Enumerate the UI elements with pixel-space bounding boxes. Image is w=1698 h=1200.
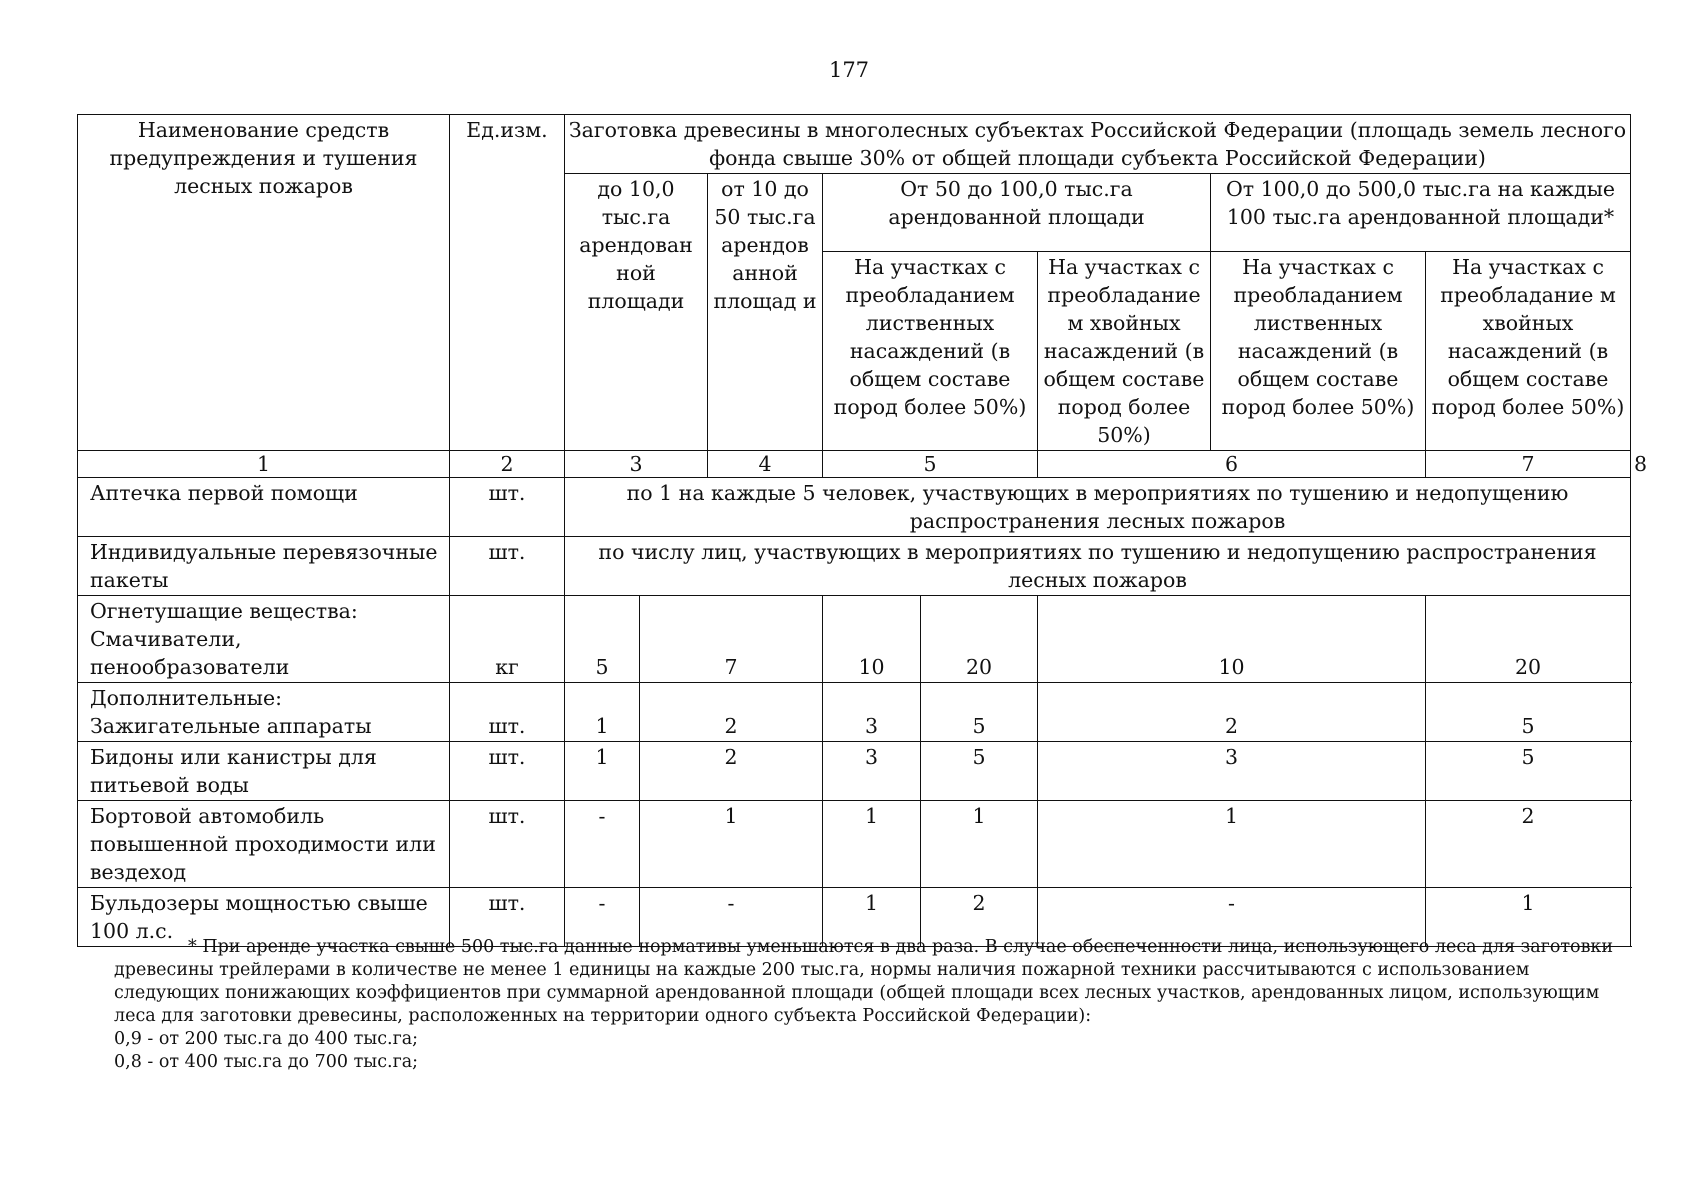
row-name-line: Смачиватели, пенообразователи [90, 627, 290, 679]
footnote-line: 0,8 - от 400 тыс.га до 700 тыс.га; [114, 1052, 419, 1072]
row-value: 20 [1426, 596, 1631, 683]
row-name-line: Огнетушащие вещества: [90, 599, 358, 623]
row-value: - [565, 888, 640, 947]
column-number: 1 [78, 451, 450, 478]
column-numbers-row: 1 2 3 4 5 6 7 8 [78, 451, 1631, 478]
row-value: 2 [1426, 801, 1631, 888]
row-name-line: Дополнительные: [90, 686, 283, 710]
footnote [114, 936, 1614, 1074]
row-value: - [565, 801, 640, 888]
row-value: 1 [640, 801, 823, 888]
row-span-text: по числу лиц, участвующих в мероприятиях по тушению и недопущению распространения лесных пожаров [565, 537, 1631, 596]
row-name: Индивидуальные перевязочные пакеты [78, 537, 450, 596]
header-leaf-5: На участках с преобладанием лиственных насаждений (в общем составе пород более 50%) [823, 252, 1038, 451]
row-unit: кг [450, 596, 565, 683]
row-value: 5 [1426, 683, 1631, 742]
row-unit: шт. [450, 478, 565, 537]
header-range-10-50: от 10 до 50 тыс.га арендов анной площад и [708, 174, 823, 451]
row-value: - [640, 888, 823, 947]
row-value: 1 [565, 683, 640, 742]
row-value: 3 [823, 683, 921, 742]
row-value: 20 [921, 596, 1038, 683]
row-value: 2 [640, 742, 823, 801]
footnote-paragraph: * При аренде участка свыше 500 тыс.га данные нормативы уменьшаются в два раза. В случае обеспеченности лица, использующего леса для заготовки древесины трейлерами в количестве не менее 1 единицы на каждые 200 тыс.га, нормы наличия пожарной техники рассчитываются с использованием следующих понижающих коэффициентов при суммарной арендованной площади (общей площади всех лесных участков, арендованных лицом, использующим леса для заготовки древесины, расположенных на территории одного субъекта Российской Федерации): [114, 937, 1614, 1026]
header-range-50-100: От 50 до 100,0 тыс.га арендованной площади [823, 174, 1211, 252]
row-value: 2 [1038, 683, 1426, 742]
row-name: Бортовой автомобиль повышенной проходимости или вездеход [78, 801, 450, 888]
row-value: 1 [921, 801, 1038, 888]
row-value: 1 [1426, 888, 1631, 947]
row-unit: шт. [450, 888, 565, 947]
column-number: 7 [1426, 451, 1631, 478]
row-value: - [1038, 888, 1426, 947]
table-row [78, 478, 1631, 537]
row-value: 10 [823, 596, 921, 683]
column-number: 4 [708, 451, 823, 478]
table-row [78, 801, 1631, 888]
row-value: 5 [565, 596, 640, 683]
norms-table [77, 114, 1648, 947]
row-value: 1 [823, 801, 921, 888]
row-value: 7 [640, 596, 823, 683]
header-row-group [78, 115, 1631, 174]
row-unit: шт. [450, 683, 565, 742]
row-value: 3 [1038, 742, 1426, 801]
page-number: 177 [828, 58, 870, 82]
row-value: 2 [640, 683, 823, 742]
row-name: Бидоны или канистры для питьевой воды [78, 742, 450, 801]
header-leaf-6: На участках с преобладанием хвойных насаждений (в общем составе пород более 50%) [1038, 252, 1211, 451]
table-row [78, 537, 1631, 596]
row-value: 3 [823, 742, 921, 801]
row-value: 1 [823, 888, 921, 947]
header-group-title: Заготовка древесины в многолесных субъектах Российской Федерации (площадь земель лесного фонда свыше 30% от общей площади субъекта Российской Федерации) [565, 115, 1631, 174]
row-value: 5 [921, 742, 1038, 801]
header-unit: Ед.изм. [450, 115, 565, 451]
row-unit: шт. [450, 801, 565, 888]
header-range-100-500: От 100,0 до 500,0 тыс.га на каждые 100 тыс.га арендованной площади* [1211, 174, 1631, 252]
column-number: 3 [565, 451, 708, 478]
footnote-line: 0,9 - от 200 тыс.га до 400 тыс.га; [114, 1029, 419, 1049]
table-row [78, 683, 1631, 742]
header-name: Наименование средств предупреждения и тушения лесных пожаров [78, 115, 450, 451]
row-value: 5 [1426, 742, 1631, 801]
header-range-10: до 10,0 тыс.га арендован ной площади [565, 174, 708, 451]
row-name-line: Зажигательные аппараты [90, 714, 372, 738]
row-value: 2 [921, 888, 1038, 947]
row-value: 1 [1038, 801, 1426, 888]
row-span-text: по 1 на каждые 5 человек, участвующих в мероприятиях по тушению и недопущению распространения лесных пожаров [565, 478, 1631, 537]
row-name [78, 683, 450, 742]
row-name: Аптечка первой помощи [78, 478, 450, 537]
table-row [78, 596, 1631, 683]
row-name [78, 596, 450, 683]
row-unit: шт. [450, 537, 565, 596]
row-unit: шт. [450, 742, 565, 801]
column-number: 2 [450, 451, 565, 478]
table-row [78, 742, 1631, 801]
column-number: 6 [1038, 451, 1426, 478]
row-value: 5 [921, 683, 1038, 742]
row-value: 1 [565, 742, 640, 801]
column-number: 5 [823, 451, 1038, 478]
row-name: Бульдозеры мощностью свыше 100 л.с. [78, 888, 450, 947]
header-leaf-7: На участках с преобладанием лиственных насаждений (в общем составе пород более 50%) [1211, 252, 1426, 451]
header-leaf-8: На участках с преобладание м хвойных насаждений (в общем составе пород более 50%) [1426, 252, 1631, 451]
row-value: 10 [1038, 596, 1426, 683]
